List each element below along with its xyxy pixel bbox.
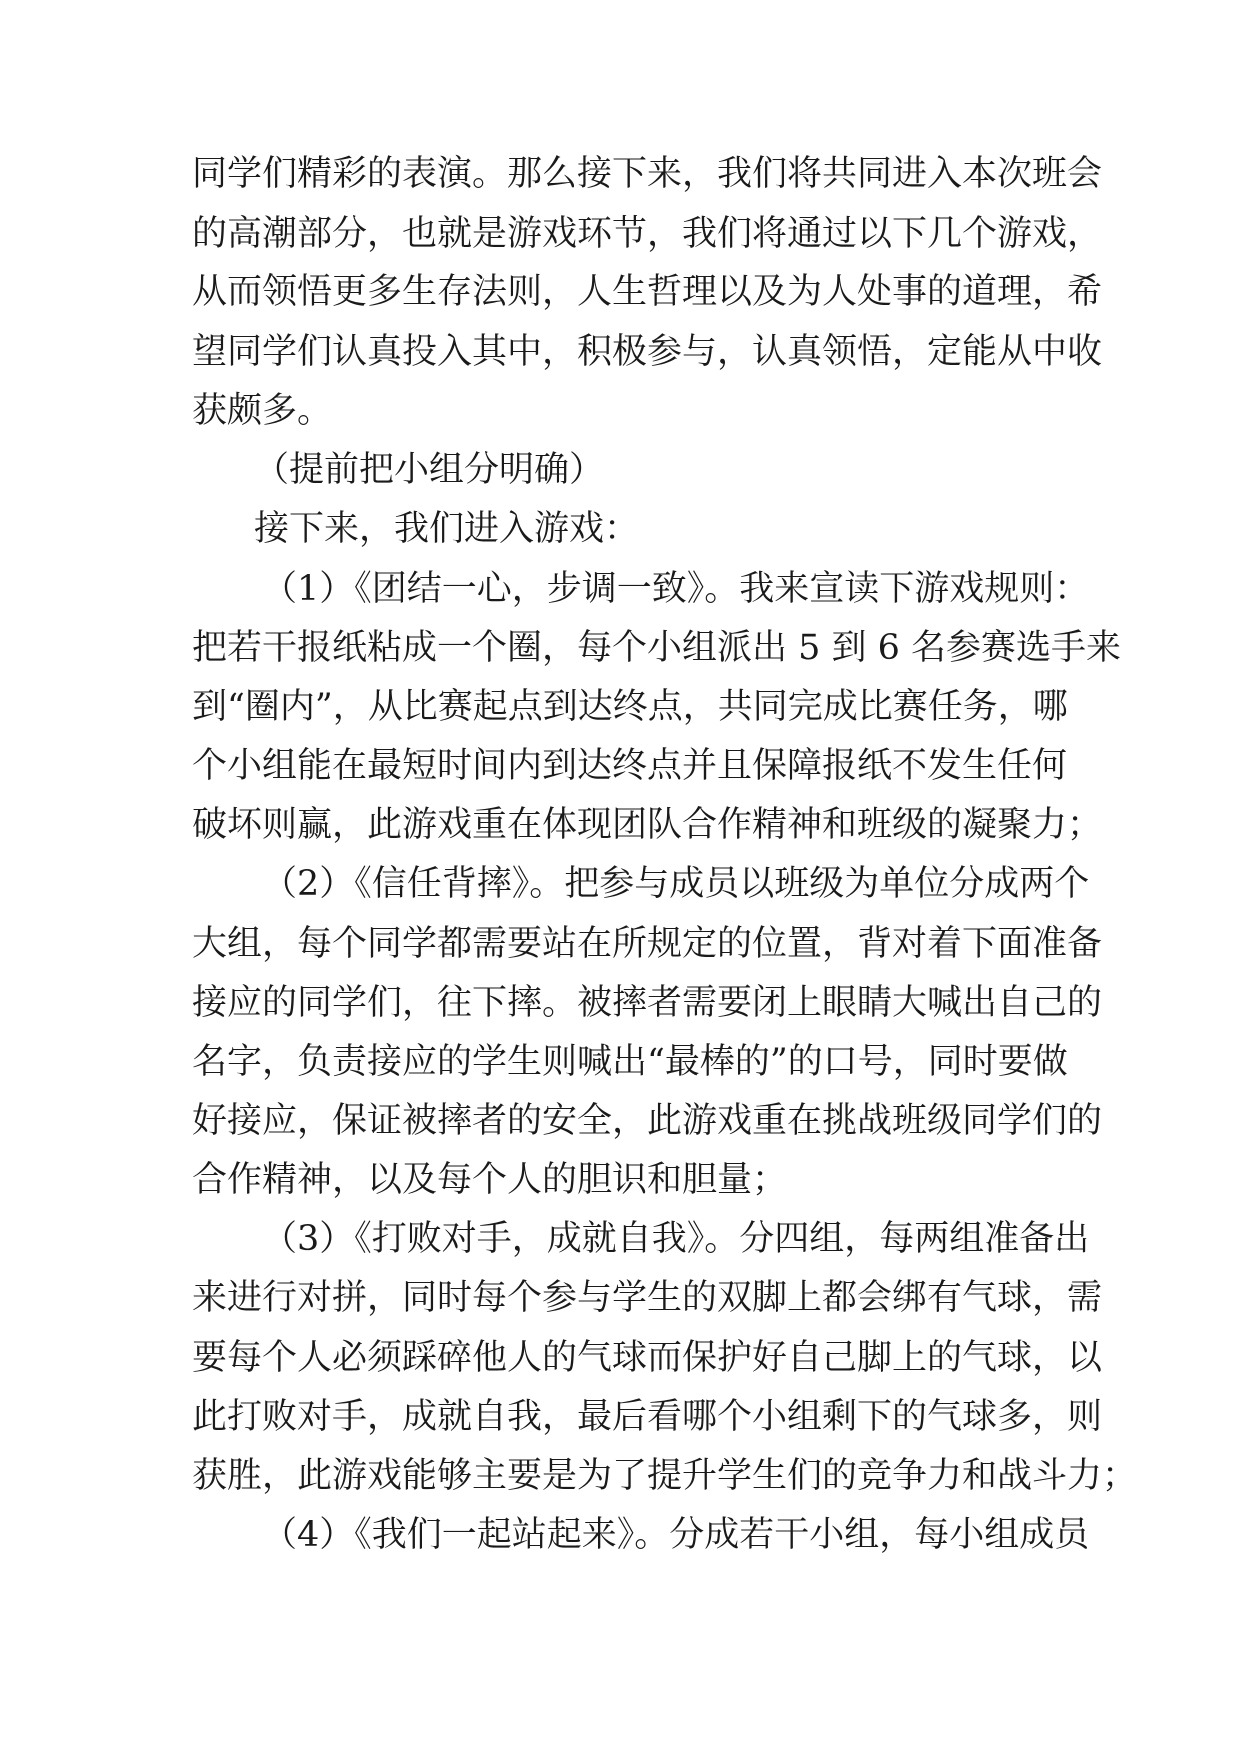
text-line: 破坏则赢，此游戏重在体现团队合作精神和班级的凝聚力； — [192, 805, 1103, 845]
text-line: 的高潮部分，也就是游戏环节，我们将通过以下几个游戏， — [192, 214, 1103, 254]
text-line: 此打败对手，成就自我，最后看哪个小组剩下的气球多，则 — [192, 1397, 1103, 1437]
text-line: （1）《团结一心，步调一致》。我来宣读下游戏规则： — [262, 569, 1090, 609]
text-line: 接应的同学们，往下摔。被摔者需要闭上眼睛大喊出自己的 — [192, 983, 1103, 1023]
text-line: 到“圈内”，从比赛起点到达终点，共同完成比赛任务，哪 — [192, 687, 1068, 727]
text-line: 合作精神，以及每个人的胆识和胆量； — [192, 1160, 788, 1200]
text-line: （3）《打败对手，成就自我》。分四组，每两组准备出 — [262, 1219, 1090, 1259]
text-line: 个小组能在最短时间内到达终点并且保障报纸不发生任何 — [192, 746, 1068, 786]
text-line: 从而领悟更多生存法则，人生哲理以及为人处事的道理，希 — [192, 272, 1103, 312]
text-line: 要每个人必须踩碎他人的气球而保护好自己脚上的气球，以 — [192, 1338, 1103, 1378]
text-line: （2）《信任背摔》。把参与成员以班级为单位分成两个 — [262, 864, 1090, 904]
text-line: 大组，每个同学都需要站在所规定的位置，背对着下面准备 — [192, 924, 1103, 964]
text-line: 获颇多。 — [192, 391, 333, 431]
text-line: 同学们精彩的表演。那么接下来，我们将共同进入本次班会 — [192, 154, 1103, 194]
text-line: 把若干报纸粘成一个圈，每个小组派出 5 到 6 名参赛选手来 — [192, 628, 1122, 668]
text-line: 望同学们认真投入其中，积极参与，认真领悟，定能从中收 — [192, 332, 1103, 372]
text-line: 好接应，保证被摔者的安全，此游戏重在挑战班级同学们的 — [192, 1101, 1103, 1141]
text-line: （提前把小组分明确） — [254, 450, 605, 490]
text-line: （4）《我们一起站起来》。分成若干小组，每小组成员 — [262, 1515, 1090, 1555]
text-line: 接下来，我们进入游戏： — [254, 509, 640, 549]
text-line: 获胜，此游戏能够主要是为了提升学生们的竞争力和战斗力； — [192, 1456, 1138, 1496]
text-line: 名字，负责接应的学生则喊出“最棒的”的口号，同时要做 — [192, 1042, 1068, 1082]
text-line: 来进行对拼，同时每个参与学生的双脚上都会绑有气球，需 — [192, 1278, 1103, 1318]
